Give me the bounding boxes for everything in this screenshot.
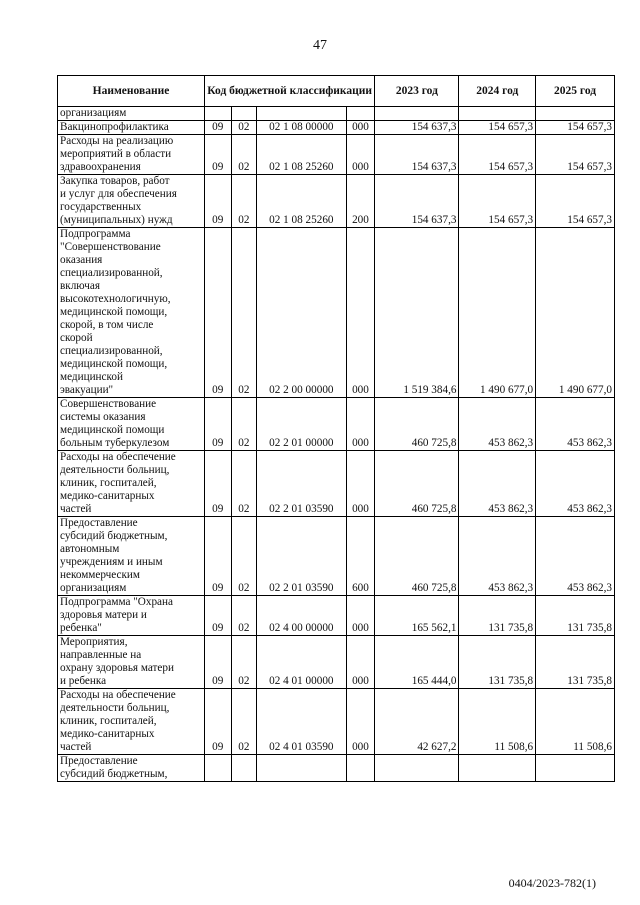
cell-expense-type: 000: [346, 451, 375, 517]
cell-subsection: 02: [231, 175, 257, 228]
cell-subsection: 02: [231, 596, 257, 636]
table-row: [58, 517, 615, 596]
header-name: Наименование: [58, 76, 205, 107]
cell-name: Закупка товаров, работ и услуг для обеспечения государственных (муниципальных) нужд: [58, 175, 205, 228]
cell-2025: 131 735,8: [536, 596, 615, 636]
cell-expense-type: [346, 107, 375, 121]
cell-subsection: [231, 755, 257, 782]
cell-2025: 1 490 677,0: [536, 228, 615, 398]
cell-target-article: 02 4 00 00000: [257, 596, 346, 636]
cell-2024: 131 735,8: [459, 596, 536, 636]
table-row: [58, 596, 615, 636]
cell-2024: 131 735,8: [459, 636, 536, 689]
cell-name: Расходы на реализацию мероприятий в области здравоохранения: [58, 135, 205, 175]
cell-2024: 154 657,3: [459, 121, 536, 135]
cell-2023: 1 519 384,6: [375, 228, 459, 398]
cell-expense-type: 000: [346, 135, 375, 175]
cell-2023: 154 637,3: [375, 135, 459, 175]
cell-expense-type: 000: [346, 398, 375, 451]
cell-name: Расходы на обеспечение деятельности больниц, клиник, госпиталей, медико-санитарных частей: [58, 451, 205, 517]
cell-name: Подпрограмма "Совершенствование оказания специализированной, включая высокотехнологичную, медицинской помощи, скорой, в том числе скорой специализированной, медицинской помощи, медицинской эвакуации": [58, 228, 205, 398]
cell-2025: [536, 755, 615, 782]
cell-subsection: 02: [231, 398, 257, 451]
page-number: 47: [313, 38, 327, 53]
cell-2024: 453 862,3: [459, 398, 536, 451]
cell-expense-type: 200: [346, 175, 375, 228]
cell-name: Совершенствование системы оказания медицинской помощи больным туберкулезом: [58, 398, 205, 451]
cell-2023: 154 637,3: [375, 121, 459, 135]
cell-target-article: [257, 755, 346, 782]
cell-expense-type: 000: [346, 228, 375, 398]
cell-target-article: 02 1 08 25260: [257, 175, 346, 228]
cell-subsection: 02: [231, 636, 257, 689]
cell-2024: [459, 107, 536, 121]
table-row: [58, 107, 615, 121]
cell-2024: 154 657,3: [459, 175, 536, 228]
cell-2024: 453 862,3: [459, 451, 536, 517]
cell-name: организациям: [58, 107, 205, 121]
cell-name: Мероприятия, направленные на охрану здоровья матери и ребенка: [58, 636, 205, 689]
cell-target-article: 02 1 08 25260: [257, 135, 346, 175]
cell-target-article: 02 2 01 00000: [257, 398, 346, 451]
cell-target-article: 02 4 01 03590: [257, 689, 346, 755]
cell-2023: 165 562,1: [375, 596, 459, 636]
cell-section: [204, 107, 231, 121]
cell-2023: [375, 755, 459, 782]
cell-2025: 154 657,3: [536, 121, 615, 135]
cell-section: 09: [204, 135, 231, 175]
table-row: [58, 398, 615, 451]
cell-section: 09: [204, 175, 231, 228]
cell-name: Предоставление субсидий бюджетным,: [58, 755, 205, 782]
table-header-row: [58, 76, 615, 107]
cell-subsection: 02: [231, 451, 257, 517]
budget-table: [57, 75, 615, 782]
cell-target-article: [257, 107, 346, 121]
cell-2024: [459, 755, 536, 782]
cell-section: 09: [204, 689, 231, 755]
cell-2024: 154 657,3: [459, 135, 536, 175]
cell-expense-type: 000: [346, 689, 375, 755]
header-2025: 2025 год: [536, 76, 615, 107]
cell-subsection: 02: [231, 121, 257, 135]
cell-target-article: 02 2 01 03590: [257, 517, 346, 596]
cell-name: Предоставление субсидий бюджетным, автономным учреждениям и иным некоммерческим организациям: [58, 517, 205, 596]
cell-2025: 154 657,3: [536, 135, 615, 175]
cell-2023: 460 725,8: [375, 398, 459, 451]
cell-section: 09: [204, 517, 231, 596]
table-body: [58, 107, 615, 782]
table-row: [58, 228, 615, 398]
cell-expense-type: 600: [346, 517, 375, 596]
cell-target-article: 02 2 00 00000: [257, 228, 346, 398]
cell-name: Расходы на обеспечение деятельности больниц, клиник, госпиталей, медико-санитарных частей: [58, 689, 205, 755]
cell-target-article: 02 1 08 00000: [257, 121, 346, 135]
cell-section: 09: [204, 451, 231, 517]
cell-2025: 131 735,8: [536, 636, 615, 689]
cell-expense-type: 000: [346, 121, 375, 135]
cell-2023: 460 725,8: [375, 517, 459, 596]
cell-expense-type: 000: [346, 596, 375, 636]
cell-2025: 154 657,3: [536, 175, 615, 228]
cell-2025: 453 862,3: [536, 398, 615, 451]
cell-section: 09: [204, 596, 231, 636]
cell-section: 09: [204, 228, 231, 398]
cell-2024: 453 862,3: [459, 517, 536, 596]
document-code: 0404/2023-782(1): [508, 876, 596, 890]
cell-section: 09: [204, 121, 231, 135]
cell-name: Подпрограмма "Охрана здоровья матери и ребенка": [58, 596, 205, 636]
cell-2023: 165 444,0: [375, 636, 459, 689]
table-row: [58, 689, 615, 755]
header-code: Код бюджетной классификации: [204, 76, 374, 107]
table-row: [58, 121, 615, 135]
table-row: [58, 451, 615, 517]
cell-2025: 453 862,3: [536, 517, 615, 596]
table-row: [58, 175, 615, 228]
table-row: [58, 135, 615, 175]
cell-2023: 460 725,8: [375, 451, 459, 517]
cell-2025: 453 862,3: [536, 451, 615, 517]
cell-subsection: 02: [231, 517, 257, 596]
cell-2023: 154 637,3: [375, 175, 459, 228]
table-row: [58, 636, 615, 689]
cell-2025: 11 508,6: [536, 689, 615, 755]
cell-target-article: 02 2 01 03590: [257, 451, 346, 517]
cell-section: 09: [204, 398, 231, 451]
table-row: [58, 755, 615, 782]
cell-target-article: 02 4 01 00000: [257, 636, 346, 689]
cell-subsection: [231, 107, 257, 121]
cell-subsection: 02: [231, 135, 257, 175]
cell-subsection: 02: [231, 689, 257, 755]
header-2023: 2023 год: [375, 76, 459, 107]
cell-2024: 1 490 677,0: [459, 228, 536, 398]
cell-expense-type: 000: [346, 636, 375, 689]
cell-name: Вакцинопрофилактика: [58, 121, 205, 135]
cell-2023: [375, 107, 459, 121]
cell-section: 09: [204, 636, 231, 689]
cell-subsection: 02: [231, 228, 257, 398]
cell-section: [204, 755, 231, 782]
cell-expense-type: [346, 755, 375, 782]
header-2024: 2024 год: [459, 76, 536, 107]
cell-2023: 42 627,2: [375, 689, 459, 755]
cell-2025: [536, 107, 615, 121]
cell-2024: 11 508,6: [459, 689, 536, 755]
